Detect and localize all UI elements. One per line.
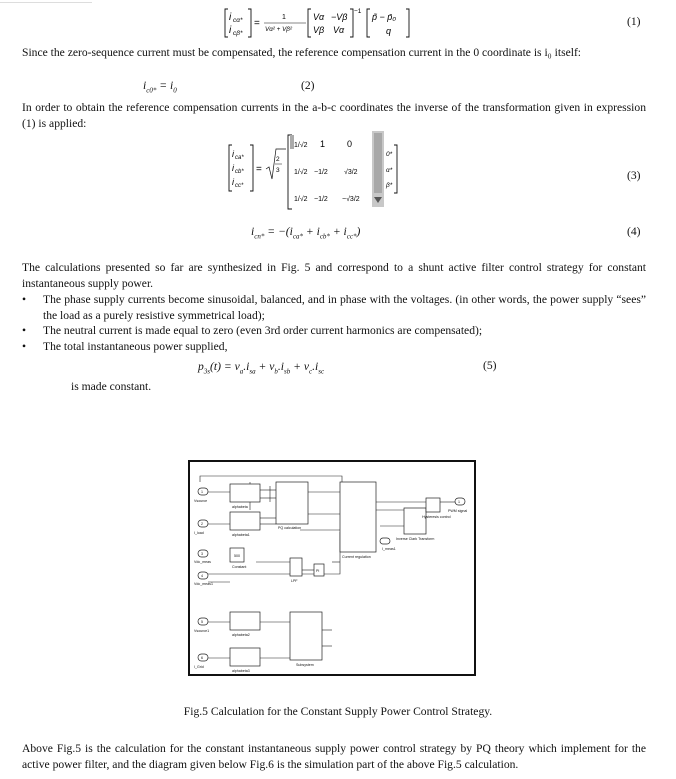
eq3-r2c2: −1/2 bbox=[314, 169, 328, 176]
eq3-number: (3) bbox=[627, 169, 641, 182]
eq1-lhs-top-sub: cα* bbox=[233, 17, 243, 24]
eq1-v2: q bbox=[386, 26, 392, 36]
port-label-vdc1: Vdc_meas1 bbox=[194, 582, 213, 586]
equation-1-math bbox=[220, 6, 420, 40]
svg-text:=: = bbox=[256, 164, 262, 175]
inport-4: 4 bbox=[201, 574, 203, 578]
eq3-sqrt-num: 2 bbox=[276, 156, 280, 163]
block-diagram bbox=[190, 462, 474, 674]
eq3-r1c1: 1/√2 bbox=[294, 142, 308, 149]
eq3-rv-0: 0* bbox=[386, 151, 393, 158]
port-label-iload: I_load bbox=[194, 531, 204, 535]
eq3-lhs-c-sub: cc* bbox=[235, 183, 244, 189]
eq2-rhs-sub: 0 bbox=[173, 86, 177, 95]
eq2-lhs-sub: c0* bbox=[146, 86, 157, 95]
label-constant: Constant bbox=[232, 565, 247, 569]
eq3-r3c1: 1/√2 bbox=[294, 196, 308, 203]
label-pi: PI bbox=[316, 569, 320, 573]
label-subsystem: Subsystem bbox=[296, 663, 314, 667]
eq3-r1c3: 0 bbox=[347, 139, 353, 149]
eq4-number: (4) bbox=[627, 225, 641, 238]
equation-3-math bbox=[226, 131, 406, 213]
inport-6: 6 bbox=[201, 656, 203, 660]
eq1-lhs-bot-sub: cβ* bbox=[233, 30, 243, 37]
eq1-inverse: −1 bbox=[354, 8, 362, 15]
label-alphabeta2: alphabeta2 bbox=[232, 633, 250, 637]
port-label-igrid: I_Grid bbox=[194, 665, 204, 669]
eq3-lhs-c: i bbox=[232, 177, 234, 187]
eq1-m11: Vα bbox=[313, 12, 325, 22]
eq1-v1: p̃ − p̄₀ bbox=[372, 12, 397, 22]
label-current-regulation: Current regulation bbox=[342, 555, 371, 559]
eq3-lhs-b-sub: cb* bbox=[235, 169, 244, 175]
eq1-lhs-bot: i bbox=[229, 25, 232, 36]
eq2-rhs: = i bbox=[156, 79, 174, 92]
eq3-sqrt-den: 3 bbox=[276, 167, 280, 174]
eq1-m21: Vβ bbox=[313, 25, 325, 35]
eq1-m12: −Vβ bbox=[331, 12, 348, 22]
eq3-lhs-a: i bbox=[232, 149, 234, 159]
eq2-number: (2) bbox=[301, 79, 315, 92]
label-lpf: LPF bbox=[291, 579, 298, 583]
eq1-frac-num: 1 bbox=[282, 14, 286, 21]
eq1-m22: Vα bbox=[333, 25, 345, 35]
paragraph-inverse-transform: In order to obtain the reference compensation currents in the a-b-c coordinates the inverse of the transformation given in expression (1) is applied: bbox=[22, 101, 646, 130]
eq3-r2c1: 1/√2 bbox=[294, 169, 308, 176]
label-hysteresis: Hysteresis control bbox=[422, 515, 451, 519]
label-pq: PQ calculation bbox=[278, 526, 302, 530]
label-alphabeta3: alphabeta3 bbox=[232, 669, 250, 673]
eq3-lhs-a-sub: ca* bbox=[235, 155, 244, 161]
port-label-vsource1: Vsource1 bbox=[194, 629, 210, 633]
paragraph-synthesis: The calculations presented so far are synthesized in Fig. 5 and correspond to a shunt active filter control strategy for constant instantaneous supply power. bbox=[22, 261, 646, 290]
inport-2: 2 bbox=[201, 522, 203, 526]
paragraph-zero-sequence: Since the zero-sequence current must be compensated, the reference compensation current in the 0 coordinate is i₀ itself: bbox=[22, 46, 582, 59]
inport-1: 1 bbox=[201, 490, 203, 494]
const-value: 500 bbox=[234, 554, 240, 558]
inport-3: 3 bbox=[201, 552, 203, 556]
eq1-lhs-top: i bbox=[229, 12, 232, 23]
label-imeas1: I_meas1 bbox=[382, 547, 396, 551]
figure-5-caption: Fig.5 Calculation for the Constant Supply Power Control Strategy. bbox=[183, 705, 493, 718]
label-alphabeta1: alphabeta1 bbox=[232, 533, 250, 537]
label-alphabeta: alphabeta bbox=[232, 505, 248, 509]
eq3-r2c3: √3/2 bbox=[344, 169, 358, 176]
inport-5: 5 bbox=[201, 620, 203, 624]
paragraph-made-constant: is made constant. bbox=[71, 380, 152, 393]
eq3-r3c2: −1/2 bbox=[314, 196, 328, 203]
svg-text:=: = bbox=[254, 18, 260, 29]
port-label-vdc: Vdc_meas bbox=[194, 560, 211, 564]
eq5-number: (5) bbox=[483, 359, 497, 372]
eq1-frac-den: Vα² + Vβ² bbox=[265, 26, 292, 33]
eq3-r3c3: −√3/2 bbox=[342, 196, 360, 203]
label-inverse-clark: Inverse Clark Transform bbox=[396, 537, 435, 541]
eq1-number: (1) bbox=[627, 15, 641, 28]
eq3-lhs-b: i bbox=[232, 163, 234, 173]
top-rule bbox=[0, 0, 92, 3]
eq3-r1c2: 1 bbox=[320, 139, 326, 149]
figure-5-diagram bbox=[188, 460, 476, 676]
label-pwm: PWM signal bbox=[448, 509, 468, 513]
outport-1: 1 bbox=[458, 500, 460, 504]
port-label-vsource: Vsource bbox=[194, 499, 208, 503]
eq3-rv-2: β* bbox=[386, 182, 393, 189]
eq2-lhs: i bbox=[143, 79, 147, 92]
eq3-rv-1: α* bbox=[386, 167, 393, 174]
paragraph-closing: Above Fig.5 is the calculation for the constant instantaneous supply power control strategy by PQ theory which implement for the active power filter, and the diagram given below Fig.6 is the simulation part of the above Fig.5 calculation. bbox=[22, 742, 646, 771]
